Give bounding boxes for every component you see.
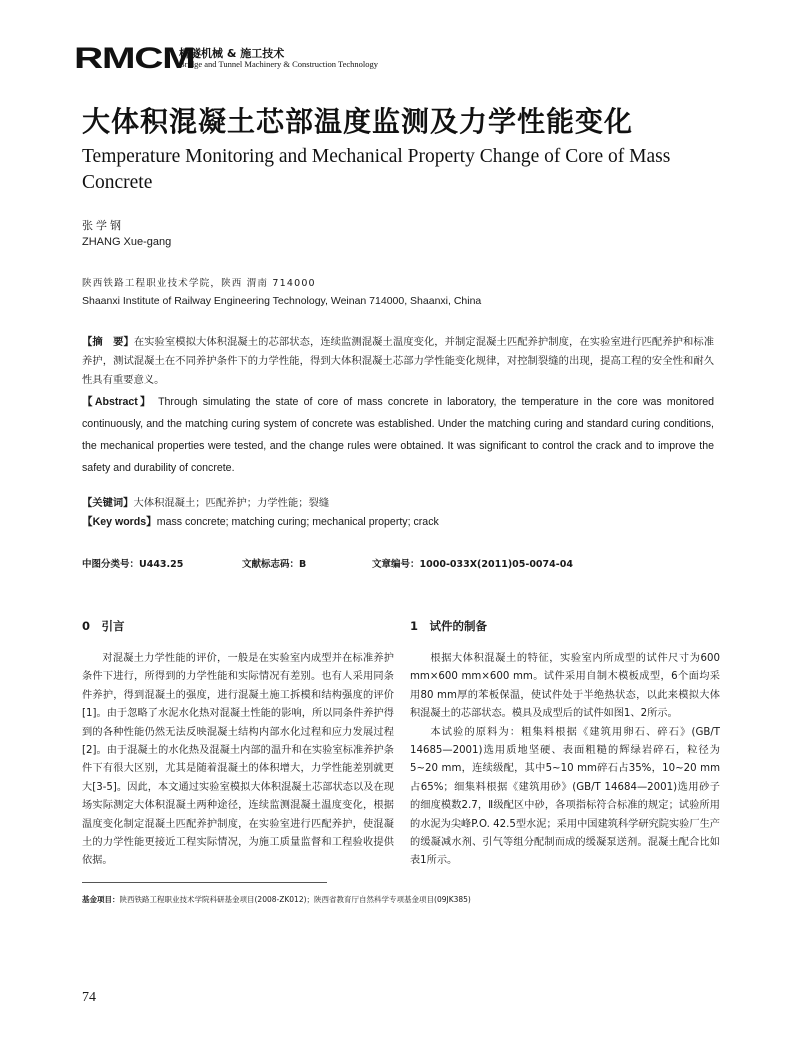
abstract-en-label: 【Abstract】 (82, 396, 153, 408)
author-name-en: ZHANG Xue-gang (82, 236, 172, 248)
keywords-en-label: 【Key words】 (82, 516, 157, 528)
journal-logo: RMCM (74, 42, 195, 75)
keywords-cn-text: 大体积混凝土；匹配养护；力学性能；裂缝 (133, 497, 330, 509)
paragraph: 本试验的原料为：粗集料根据《建筑用卵石、碎石》(GB/T 14685—2001)选用质地坚硬、表面粗糙的辉绿岩碎石，粒径为5~20 mm，连续级配，其中5~10 mm碎石占35%，10~20 mm占65%；细集料根据《建筑用砂》(GB/T 14684—2001)选用砂子的细度模数2.7，Ⅱ级配区中砂，各项指标符合标准的规定；试验所用的水泥为尖峰P.O. 42.5型水泥；采用中国建筑科学研究院实验厂生产的缓凝减水剂、引气等组分配制而成的缓凝泵送剂。混凝土配合比如表1所示。 (410, 726, 720, 867)
author-name-cn: 张学钢 (82, 219, 124, 232)
funding-footnote (82, 894, 722, 905)
journal-name-cn: 桥隧机械 & 施工技术 (179, 47, 285, 60)
journal-name-en: Bridge and Tunnel Machinery & Construction Technology (179, 59, 378, 69)
affiliation-en: Shaanxi Institute of Railway Engineering Technology, Weinan 714000, Shaanxi, China (82, 295, 482, 307)
keywords-en (82, 514, 439, 529)
section-0-heading: 0 引言 (82, 619, 125, 633)
paper-title-en: Temperature Monitoring and Mechanical Property Change of Core of Mass Concrete (82, 146, 671, 193)
section-1-heading: 1 试件的制备 (410, 619, 488, 633)
section-1-body (410, 650, 720, 871)
section-0-body (82, 650, 394, 871)
abstract-cn-label: 【摘 要】 (82, 336, 134, 348)
footnote-text: 陕西铁路工程职业技术学院科研基金项目(2008-ZK012)；陕西省教育厅自然科学专项基金项目(09JK385) (119, 895, 471, 904)
document-code: 文献标志码：B (242, 559, 307, 570)
abstract-en (82, 391, 714, 479)
clc-number: 中图分类号：U443.25 (82, 559, 184, 570)
journal-header (74, 44, 414, 74)
paragraph: 对混凝土力学性能的评价，一般是在实验室内成型并在标准养护条件下进行，所得到的力学性能和实际情况有差别。也有人采用同条件养护，得到混凝土的强度，进行混凝土施工拆模和结构强度的评价[1]。由于忽略了水泥水化热对混凝土性能的影响，所以同条件养护得到的各种性能仍然无法反映混凝土结构内部水化过程和应力发展过程[2]。由于混凝土的水化热及混凝土内部的温升和在实验室标准养护条件下有很大区别，尤其是随着混凝土的体积增大，力学性能差别就更大[3-5]。因此，本文通过实验室模拟大体积混凝土芯部状态以及在现场实际测定大体积混凝土两种途径，连续监测混凝土温度变化，根据温度变化制定混凝土匹配养护制度，在实验室进行匹配养护，使混凝土的力学性能更接近工程实际情况，为施工质量监督和工程验收提供依据。 (82, 653, 394, 867)
abstract-en-text: Through simulating the state of core of mass concrete in laboratory, the temperature in the core was monitored continuously, and the matching curing system of concrete was established. Under the matching curing and standard curing conditions, the mechanical properties were tested, and the change rules were obtained. It was significant to control the crack and to improve the safety and durability of concrete. (82, 396, 715, 474)
affiliation-cn: 陕西铁路工程职业技术学院，陕西 渭南 714000 (82, 278, 316, 289)
footnote-divider (82, 882, 327, 883)
footnote-label: 基金项目： (82, 895, 120, 904)
abstract-cn-text: 在实验室模拟大体积混凝土的芯部状态，连续监测混凝土温度变化，并制定混凝土匹配养护制度，在实验室进行匹配养护和标准养护，测试混凝土在不同养护条件下的力学性能，得到大体积混凝土芯部力学性能变化规律，对控制裂缝的出现，提高工程的安全性和耐久性具有重要意义。 (82, 336, 715, 386)
classification-row (82, 556, 722, 572)
page-number: 74 (82, 990, 96, 1005)
keywords-cn (82, 494, 329, 509)
abstract-cn (82, 333, 714, 390)
article-number: 文章编号：1000-033X(2011)05-0074-04 (372, 559, 573, 570)
keywords-en-text: mass concrete; matching curing; mechanical property; crack (156, 516, 439, 528)
keywords-cn-label: 【关键词】 (82, 497, 134, 509)
paper-title-cn: 大体积混凝土芯部温度监测及力学性能变化 (82, 105, 634, 138)
paragraph: 根据大体积混凝土的特征，实验室内所成型的试件尺寸为600 mm×600 mm×600 mm。试件采用自制木模板成型，6个面均采用80 mm厚的苯板保温，使试件处于半绝热状态，以此来模拟大体积混凝土的芯部状态。模具及成型后的试件如图1、2所示。 (410, 653, 720, 720)
